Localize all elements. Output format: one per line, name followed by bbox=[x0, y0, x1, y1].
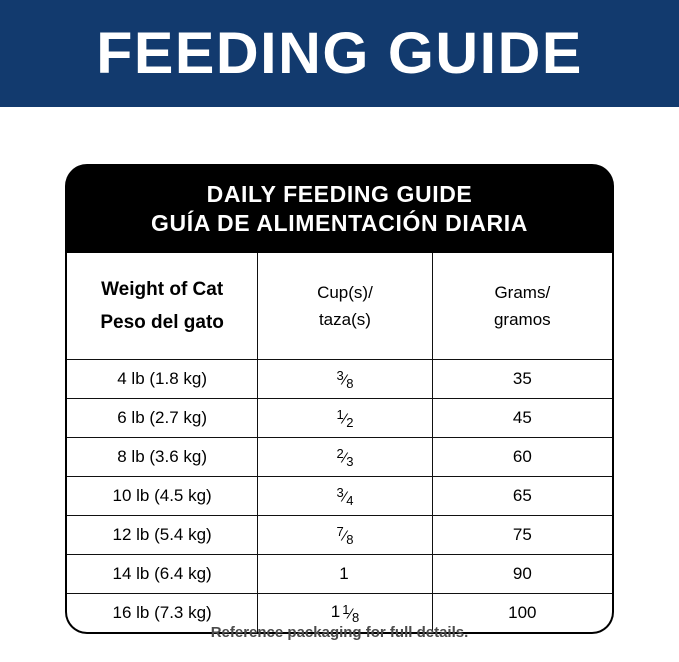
cell-cups: 1⁄2 bbox=[258, 398, 432, 437]
daily-feeding-guide-card bbox=[65, 164, 614, 634]
column-header-cups bbox=[258, 253, 432, 360]
feeding-table-body bbox=[67, 359, 612, 632]
table-header-row bbox=[67, 253, 612, 360]
column-header-weight-english: Weight of Cat bbox=[101, 278, 224, 300]
table-row bbox=[67, 515, 612, 554]
cell-grams: 100 bbox=[432, 593, 612, 632]
footnote: Reference packaging for full details. bbox=[210, 624, 469, 641]
cell-cups: 1 1⁄8 bbox=[258, 593, 432, 632]
table-row bbox=[67, 359, 612, 398]
cell-weight: 12 lb (5.4 kg) bbox=[67, 515, 258, 554]
cell-weight: 4 lb (1.8 kg) bbox=[67, 359, 258, 398]
table-row bbox=[67, 554, 612, 593]
feeding-table bbox=[67, 253, 612, 632]
table-row bbox=[67, 476, 612, 515]
page-banner bbox=[0, 0, 679, 107]
cell-weight: 14 lb (6.4 kg) bbox=[67, 554, 258, 593]
page-title: FEEDING GUIDE bbox=[96, 20, 583, 86]
cell-grams: 75 bbox=[432, 515, 612, 554]
column-header-grams-english: Grams/ bbox=[494, 282, 551, 302]
cell-cups: 7⁄8 bbox=[258, 515, 432, 554]
cell-grams: 90 bbox=[432, 554, 612, 593]
cell-weight: 6 lb (2.7 kg) bbox=[67, 398, 258, 437]
card-header-line-spanish: GUÍA DE ALIMENTACIÓN DIARIA bbox=[151, 210, 528, 237]
table-row bbox=[67, 437, 612, 476]
feeding-table-wrapper bbox=[67, 253, 612, 632]
cell-cups: 1 bbox=[258, 554, 432, 593]
cell-cups: 3⁄8 bbox=[258, 359, 432, 398]
card-header-line-english: DAILY FEEDING GUIDE bbox=[206, 181, 473, 207]
feeding-table-head bbox=[67, 253, 612, 360]
cell-grams: 35 bbox=[432, 359, 612, 398]
cell-grams: 65 bbox=[432, 476, 612, 515]
cell-cups: 3⁄4 bbox=[258, 476, 432, 515]
card-header bbox=[65, 164, 614, 253]
cell-weight: 16 lb (7.3 kg) bbox=[67, 593, 258, 632]
cell-cups: 2⁄3 bbox=[258, 437, 432, 476]
cell-weight: 8 lb (3.6 kg) bbox=[67, 437, 258, 476]
cell-weight: 10 lb (4.5 kg) bbox=[67, 476, 258, 515]
cell-grams: 45 bbox=[432, 398, 612, 437]
column-header-weight-spanish: Peso del gato bbox=[100, 311, 224, 333]
column-header-grams bbox=[432, 253, 612, 360]
table-row bbox=[67, 398, 612, 437]
column-header-cups-spanish: taza(s) bbox=[318, 309, 371, 329]
column-header-weight bbox=[67, 253, 258, 360]
cell-grams: 60 bbox=[432, 437, 612, 476]
column-header-cups-english: Cup(s)/ bbox=[317, 282, 373, 302]
column-header-grams-spanish: gramos bbox=[493, 309, 551, 329]
